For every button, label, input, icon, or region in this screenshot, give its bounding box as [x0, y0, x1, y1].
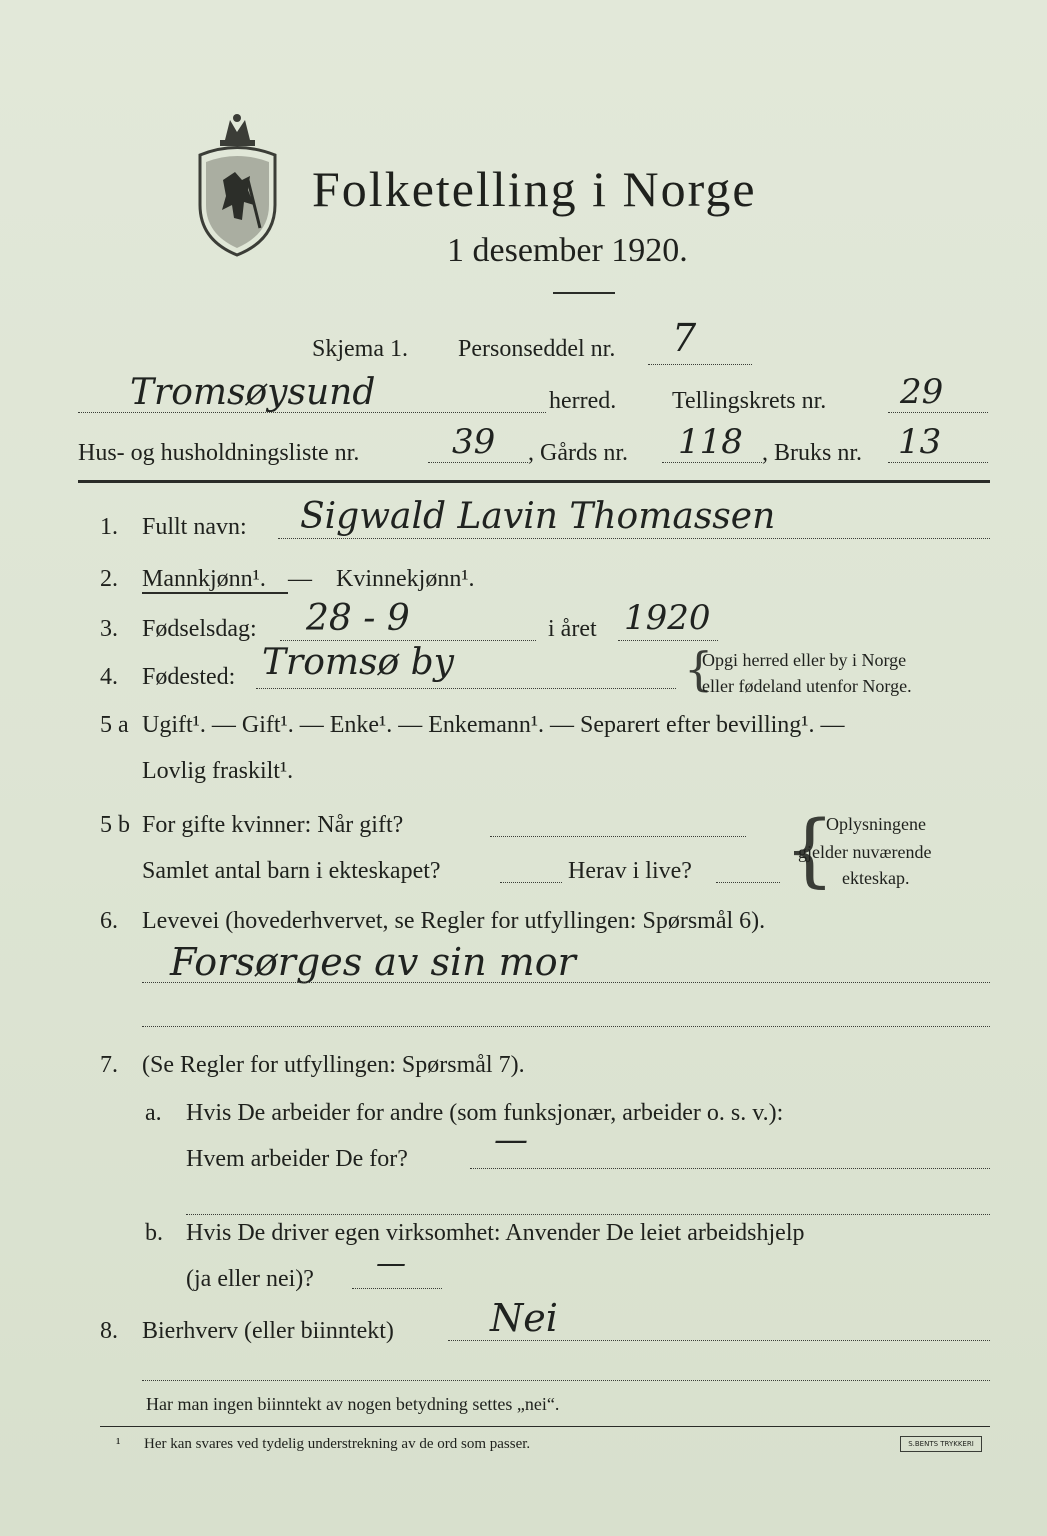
- occupation-line-1: [142, 982, 990, 983]
- herred-value: Tromsøysund: [130, 372, 376, 413]
- occupation-label: Levevei (hovederhvervet, se Regler for utfyllingen: Spørsmål 6).: [142, 908, 766, 934]
- year-value: 1920: [624, 598, 711, 638]
- q7a-letter: a.: [145, 1100, 162, 1126]
- personseddel-label: Personseddel nr.: [458, 336, 616, 362]
- married-when-label: For gifte kvinner: Når gift?: [142, 812, 404, 838]
- employer-line-2: [186, 1214, 990, 1215]
- gards-label: , Gårds nr.: [528, 440, 628, 466]
- alive-line: [716, 882, 780, 883]
- q8-number: 8.: [100, 1318, 118, 1344]
- q4-number: 4.: [100, 664, 118, 690]
- full-name-value: Sigwald Lavin Thomassen: [300, 496, 776, 537]
- q7b-line1: Hvis De driver egen virksomhet: Anvender De leiet arbeidshjelp: [186, 1220, 805, 1246]
- q1-number: 1.: [100, 514, 118, 540]
- birthdate-line: [280, 640, 536, 641]
- married-when-line: [490, 836, 746, 837]
- children-line: [500, 882, 562, 883]
- side-income-label: Bierhverv (eller biinntekt): [142, 1318, 394, 1344]
- marriage-note-2: gjelder nuværende: [798, 842, 932, 862]
- side-income-line-2: [142, 1380, 990, 1381]
- q7a-line2: Hvem arbeider De for?: [186, 1146, 408, 1172]
- marital-options: Ugift¹. — Gift¹. — Enke¹. — Enkemann¹. — Separert efter bevilling¹. —: [142, 712, 845, 738]
- gender-separator: —: [288, 566, 312, 592]
- q5a-number: 5 a: [100, 712, 129, 738]
- q5b-number: 5 b: [100, 812, 130, 838]
- tellingskrets-value: 29: [900, 372, 944, 412]
- full-name-line: [278, 538, 990, 539]
- occupation-line-2: [142, 1026, 990, 1027]
- q7-label: (Se Regler for utfyllingen: Spørsmål 7).: [142, 1052, 525, 1078]
- marriage-note-1: Oplysningene: [826, 814, 926, 834]
- skjema-label: Skjema 1.: [312, 336, 408, 362]
- marital-options-2: Lovlig fraskilt¹.: [142, 758, 294, 784]
- gards-value: 118: [678, 422, 743, 462]
- hired-help-value: —: [376, 1246, 406, 1281]
- hus-value: 39: [452, 422, 496, 462]
- q4-label: Fødested:: [142, 664, 236, 690]
- birthplace-line: [256, 688, 676, 689]
- footer-divider: [100, 1426, 990, 1427]
- printer-stamp: S.BENTS TRYKKERI: [900, 1436, 982, 1452]
- hired-help-line: [352, 1288, 442, 1289]
- birthplace-note-1: Opgi herred eller by i Norge: [702, 650, 907, 670]
- hus-line: [428, 462, 528, 463]
- q7b-letter: b.: [145, 1220, 163, 1246]
- personseddel-line: [648, 364, 752, 365]
- q3-number: 3.: [100, 616, 118, 642]
- q6-number: 6.: [100, 908, 118, 934]
- employer-value: —: [494, 1120, 528, 1160]
- male-underline: [142, 592, 288, 594]
- footer-note: Har man ingen biinntekt av nogen betydning settes „nei“.: [146, 1394, 560, 1414]
- gards-line: [662, 462, 762, 463]
- q7a-line1: Hvis De arbeider for andre (som funksjonær, arbeider o. s. v.):: [186, 1100, 784, 1126]
- q7b-line2: (ja eller nei)?: [186, 1266, 314, 1292]
- children-label: Samlet antal barn i ekteskapet?: [142, 858, 441, 884]
- q3-label: Fødselsdag:: [142, 616, 257, 642]
- tellingskrets-label: Tellingskrets nr.: [672, 388, 827, 414]
- female-option: Kvinnekjønn¹.: [336, 566, 475, 592]
- birthdate-value: 28 - 9: [306, 598, 410, 639]
- year-line: [618, 640, 718, 641]
- male-option: Mannkjønn¹.: [142, 566, 266, 592]
- year-label: i året: [548, 616, 597, 642]
- birthplace-note-2: eller fødeland utenfor Norge.: [702, 676, 912, 696]
- personseddel-value: 7: [672, 316, 697, 360]
- tellingskrets-line: [888, 412, 988, 413]
- header-divider: [78, 480, 990, 483]
- birthplace-value: Tromsø by: [262, 642, 455, 683]
- bruks-value: 13: [898, 422, 942, 462]
- q1-label: Fullt navn:: [142, 514, 247, 540]
- marriage-note-3: ekteskap.: [842, 868, 910, 888]
- employer-line: [470, 1168, 990, 1169]
- bruks-label: , Bruks nr.: [762, 440, 863, 466]
- coat-of-arms-icon: [190, 110, 285, 260]
- alive-label: Herav i live?: [568, 858, 692, 884]
- marriage-brace: {: [784, 803, 835, 896]
- herred-label: herred.: [549, 388, 617, 414]
- form-title: Folketelling i Norge: [312, 161, 757, 217]
- occupation-value: Forsørges av sin mor: [170, 940, 576, 984]
- title-divider: [553, 292, 615, 294]
- footnote-text: Her kan svares ved tydelig understrekning av de ord som passer.: [144, 1436, 531, 1452]
- bruks-line: [888, 462, 988, 463]
- q2-number: 2.: [100, 566, 118, 592]
- q7-number: 7.: [100, 1052, 118, 1078]
- side-income-value: Nei: [490, 1296, 558, 1340]
- side-income-line: [448, 1340, 990, 1341]
- form-date: 1 desember 1920.: [447, 232, 688, 269]
- birthplace-brace: {: [684, 642, 714, 696]
- hus-label: Hus- og husholdningsliste nr.: [78, 440, 360, 466]
- footnote-mark: ¹: [116, 1436, 121, 1452]
